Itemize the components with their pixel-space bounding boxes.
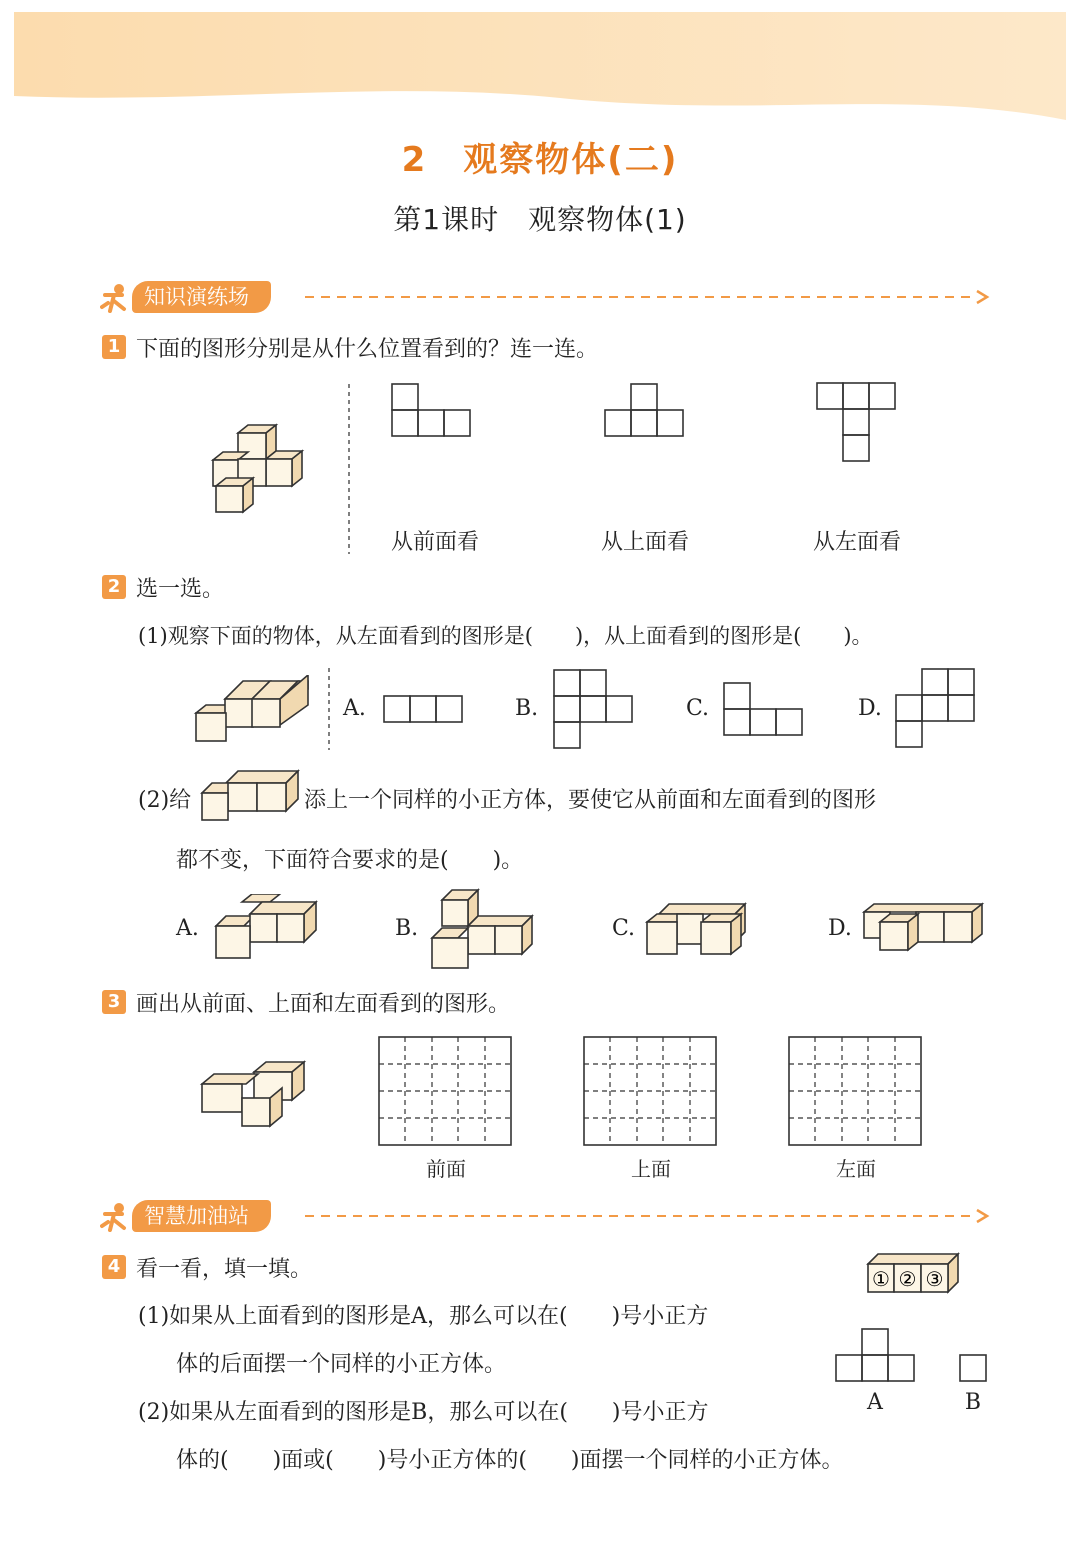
section-divider [305,288,990,306]
q4-sub2-line2[interactable]: 体的( )面或( )号小正方体的( )面摆一个同样的小正方体。 [176,1448,844,1473]
q2-prompt: 选一选。 [136,577,225,602]
section-practice: 知识演练场 [132,281,271,313]
q2-sub1-solid [192,675,317,745]
section-divider [305,1207,990,1225]
q2-sub2-option-b-solid [428,888,536,972]
q3-grid-left[interactable] [788,1036,924,1148]
q2-sub2-option-d-solid [862,902,986,952]
question-number-2: 2 [102,575,126,599]
header-banner [0,0,1080,130]
q3-label-front: 前面 [426,1157,466,1181]
q4-figure-a-label: A [867,1390,883,1415]
q4-sub2-line1[interactable]: (2)如果从左面看到的图形是B，那么可以在( )号小正方 [138,1400,709,1425]
q4-figure-a [834,1327,918,1385]
q2-divider [326,668,332,750]
q1-view-label-2: 从上面看 [600,530,689,555]
q3-prompt: 画出从前面、上面和左面看到的图形。 [136,992,511,1017]
q1-view-shape-3 [815,381,899,465]
q2-sub1-option-c-shape [722,681,806,739]
q2-sub1-option-a-label[interactable]: A. [343,696,366,721]
q2-sub2-inline-solid [198,769,303,823]
question-number-3: 3 [102,990,126,1014]
lesson-title: 第1课时 观察物体(1) [393,203,687,236]
q1-solid-figure [205,420,315,520]
q2-sub1[interactable]: (1)观察下面的物体，从左面看到的图形是( )，从上面看到的图形是( )。 [138,624,873,648]
q1-view-shape-2 [603,382,687,438]
q4-cube-label-2: ② [898,1267,917,1291]
q2-sub2-start: (2)给 [138,788,192,813]
q3-label-left: 左面 [836,1157,876,1181]
question-number-4: 4 [102,1255,126,1279]
q2-sub1-option-c-label[interactable]: C. [686,696,710,721]
q2-sub2-option-c-label[interactable]: C. [612,916,636,941]
q1-view-label-1: 从前面看 [390,530,479,555]
q4-figure-b-label: B [964,1390,982,1415]
q2-sub2-line2[interactable]: 都不变，下面符合要求的是( )。 [176,848,524,873]
q3-grid-front[interactable] [378,1036,514,1148]
q1-view-shape-1 [390,382,474,438]
q1-prompt: 下面的图形分别是从什么位置看到的？连一连。 [136,337,599,362]
q2-sub2-option-a-solid [212,894,322,964]
q2-sub2-option-a-label[interactable]: A. [176,916,199,941]
q4-sub1-line1[interactable]: (1)如果从上面看到的图形是A，那么可以在( )号小正方 [138,1304,709,1329]
q2-sub2-option-b-label[interactable]: B. [395,916,419,941]
runner-icon [100,1200,130,1232]
q2-sub1-option-a-shape [382,694,466,724]
q4-cube-row [864,1252,964,1296]
q4-figure-b [958,1353,990,1385]
q2-sub1-option-d-shape [894,667,978,751]
q3-grid-top[interactable] [583,1036,719,1148]
q2-sub2-option-d-label[interactable]: D. [828,916,852,941]
q4-sub1-line2: 体的后面摆一个同样的小正方体。 [176,1352,507,1377]
question-number-1: 1 [102,335,126,359]
q4-cube-label-3: ③ [925,1267,944,1291]
runner-icon [100,281,130,313]
q4-prompt: 看一看，填一填。 [136,1257,313,1282]
q2-sub2-rest: 添上一个同样的小正方体，要使它从前面和左面看到的图形 [304,788,877,813]
q2-sub1-option-b-shape [552,668,636,752]
q2-sub1-option-b-label[interactable]: B. [515,696,539,721]
q3-solid-figure [198,1060,308,1130]
q1-divider [346,384,352,554]
section-challenge: 智慧加油站 [132,1200,271,1232]
q1-view-label-3: 从左面看 [812,530,901,555]
q4-cube-label-1: ① [872,1267,890,1291]
unit-title: 2 观察物体(二) [401,140,679,180]
q2-sub2-option-c-solid [645,900,753,958]
q2-sub1-option-d-label[interactable]: D. [858,696,882,721]
q3-label-top: 上面 [631,1157,671,1181]
